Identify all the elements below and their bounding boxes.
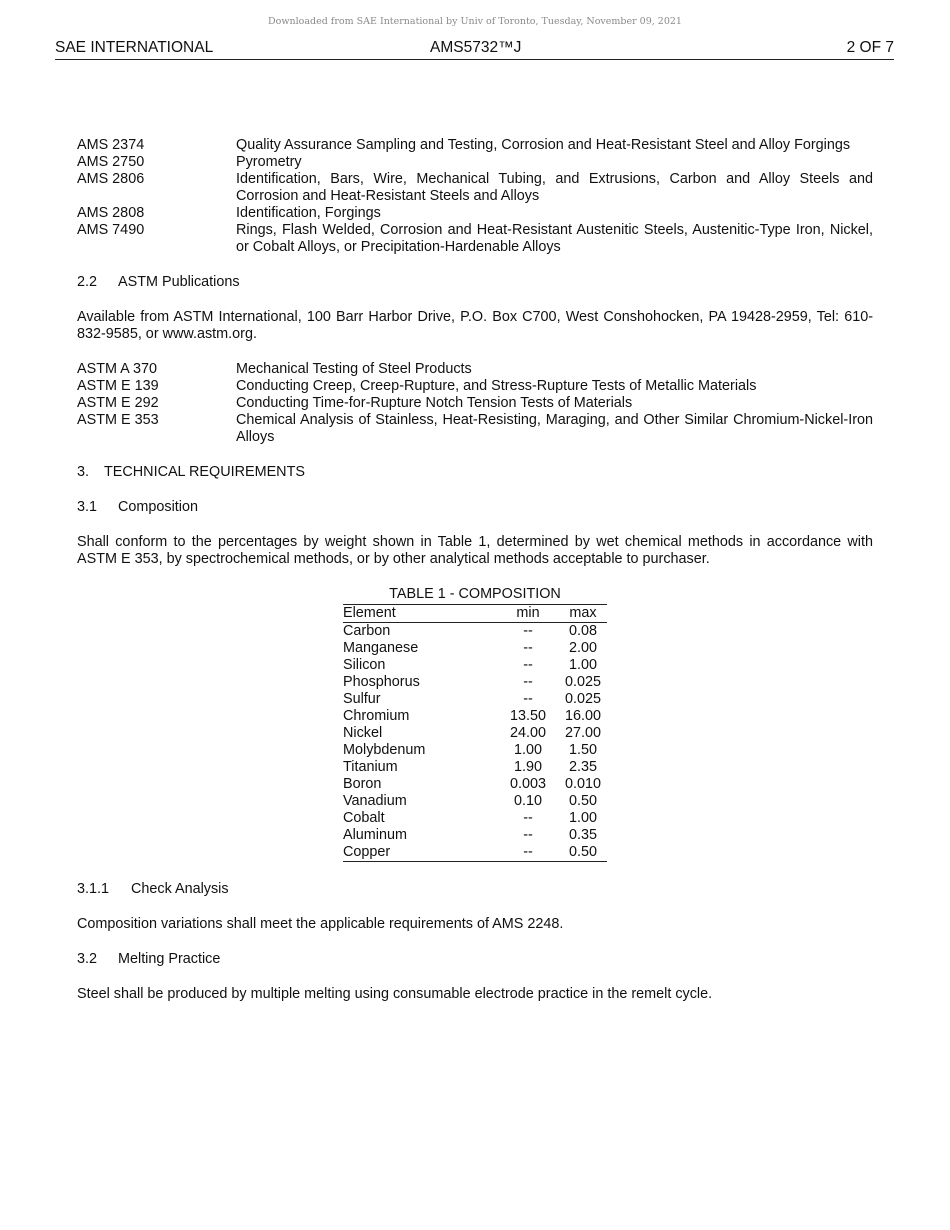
composition-table-block (343, 584, 607, 862)
max-cell: 1.50 (568, 742, 597, 758)
element-cell: Phosphorus (343, 674, 420, 690)
min-cell: -- (523, 640, 533, 656)
max-cell: 0.025 (564, 674, 601, 690)
min-cell: -- (523, 810, 533, 826)
element-cell: Boron (343, 776, 382, 792)
download-watermark: Downloaded from SAE International by Univ of Toronto, Tuesday, November 09, 2021 (268, 16, 682, 27)
max-cell: 0.50 (559, 844, 607, 862)
reference-code: ASTM A 370 (77, 361, 157, 377)
reference-code: AMS 2750 (77, 154, 145, 170)
reference-item (77, 154, 873, 171)
reference-code: AMS 2374 (77, 137, 145, 153)
max-cell: 0.35 (568, 827, 597, 843)
reference-title: Identification, Forgings (236, 205, 381, 221)
table-row (343, 623, 607, 641)
table-header-row (343, 605, 607, 623)
element-cell: Manganese (343, 640, 419, 656)
melting-practice-paragraph: Steel shall be produced by multiple melting using consumable electrode practice in the remelt cycle. (77, 986, 713, 1002)
min-cell: -- (523, 827, 533, 843)
reference-title: Chemical Analysis of Stainless, Heat-Resisting, Maraging, and Other Similar Chromium-Nickel-Iron Alloys (236, 412, 873, 445)
max-cell: 27.00 (564, 725, 601, 741)
max-cell: 2.35 (568, 759, 597, 775)
element-cell: Carbon (343, 623, 391, 639)
composition-table (343, 604, 607, 862)
max-cell: 0.50 (568, 793, 597, 809)
element-cell: Aluminum (343, 827, 407, 843)
reference-title: Identification, Bars, Wire, Mechanical Tubing, and Extrusions, Carbon and Alloy Steels and Corrosion and Heat-Resistant Steels and Alloys (236, 171, 873, 204)
section-number: 3.1.1 (77, 881, 110, 897)
document-number: AMS5732™J (430, 39, 522, 56)
min-cell: 24.00 (509, 725, 546, 741)
max-cell: 16.00 (564, 708, 601, 724)
reference-item (77, 137, 873, 154)
reference-item (77, 222, 873, 256)
page-header (55, 38, 894, 60)
composition-paragraph: Shall conform to the percentages by weight shown in Table 1, determined by wet chemical methods in accordance with ASTM E 353, by spectrochemical methods, or by other analytical methods acceptable to purchaser. (77, 534, 873, 567)
reference-title: Conducting Time-for-Rupture Notch Tension Tests of Materials (236, 395, 633, 411)
min-cell: 1.00 (513, 742, 542, 758)
table-row (343, 657, 607, 674)
table-caption: TABLE 1 - COMPOSITION (389, 586, 561, 602)
max-cell: 0.08 (568, 623, 597, 639)
ams-reference-list (77, 137, 873, 256)
section-number: 3.2 (77, 951, 98, 967)
max-cell: 2.00 (568, 640, 597, 656)
section-number: 3. (77, 464, 90, 480)
publisher-name: SAE INTERNATIONAL (55, 39, 214, 56)
reference-title: Conducting Creep, Creep-Rupture, and Stress-Rupture Tests of Metallic Materials (236, 378, 757, 394)
table-row (343, 827, 607, 844)
max-cell: 1.00 (568, 810, 597, 826)
section-heading-3-1 (77, 499, 873, 516)
section-number: 2.2 (77, 274, 98, 290)
table-row (343, 844, 607, 862)
section-heading-3 (77, 464, 873, 481)
min-cell: 13.50 (509, 708, 546, 724)
reference-item (77, 205, 873, 222)
table-row (343, 759, 607, 776)
min-cell: -- (523, 657, 533, 673)
min-cell: -- (523, 674, 533, 690)
reference-code: ASTM E 353 (77, 412, 159, 428)
table-row (343, 725, 607, 742)
min-cell: -- (523, 691, 533, 707)
astm-reference-list (77, 361, 873, 446)
reference-code: ASTM E 139 (77, 378, 159, 394)
max-cell: 0.025 (564, 691, 601, 707)
element-cell: Silicon (343, 657, 386, 673)
min-cell: -- (523, 623, 533, 639)
page-number: 2 OF 7 (846, 39, 894, 56)
section-title: Check Analysis (131, 881, 229, 897)
section-title: Composition (118, 499, 198, 515)
column-header-max: max (559, 605, 607, 623)
reference-item (77, 171, 873, 205)
element-cell: Sulfur (343, 691, 381, 707)
max-cell: 1.00 (568, 657, 597, 673)
reference-item (77, 378, 873, 395)
section-title: Melting Practice (118, 951, 221, 967)
section-heading-3-1-1 (77, 881, 873, 898)
element-cell: Molybdenum (343, 742, 426, 758)
reference-title: Quality Assurance Sampling and Testing, Corrosion and Heat-Resistant Steel and Alloy Forgings (236, 137, 851, 153)
table-row (343, 708, 607, 725)
reference-code: AMS 2808 (77, 205, 145, 221)
element-cell: Chromium (343, 708, 410, 724)
min-cell: 0.003 (509, 776, 546, 792)
section-heading-3-2 (77, 951, 873, 968)
reference-item (77, 412, 873, 446)
section-title: TECHNICAL REQUIREMENTS (104, 464, 305, 480)
reference-title: Mechanical Testing of Steel Products (236, 361, 472, 377)
element-cell: Cobalt (343, 810, 385, 826)
element-cell: Vanadium (343, 793, 407, 809)
min-cell: 0.10 (513, 793, 542, 809)
element-cell: Copper (343, 844, 497, 862)
column-header-min: min (497, 605, 559, 623)
section-title: ASTM Publications (118, 274, 240, 290)
reference-title: Rings, Flash Welded, Corrosion and Heat-Resistant Austenitic Steels, Austenitic-Type Iron, Nickel, or Cobalt Alloys, or Precipitation-Hardenable Alloys (236, 222, 873, 255)
check-analysis-paragraph: Composition variations shall meet the applicable requirements of AMS 2248. (77, 916, 564, 932)
reference-code: AMS 2806 (77, 171, 145, 187)
column-header-element: Element (343, 605, 497, 623)
table-row (343, 674, 607, 691)
reference-code: AMS 7490 (77, 222, 145, 238)
table-row (343, 640, 607, 657)
table-row (343, 793, 607, 810)
section-number: 3.1 (77, 499, 98, 515)
table-row (343, 691, 607, 708)
reference-item (77, 395, 873, 412)
table-row (343, 742, 607, 759)
reference-item (77, 361, 873, 378)
element-cell: Nickel (343, 725, 383, 741)
element-cell: Titanium (343, 759, 398, 775)
table-row (343, 810, 607, 827)
min-cell: 1.90 (513, 759, 542, 775)
max-cell: 0.010 (564, 776, 601, 792)
min-cell: -- (497, 844, 559, 862)
section-heading-2-2 (77, 274, 873, 291)
reference-code: ASTM E 292 (77, 395, 159, 411)
reference-title: Pyrometry (236, 154, 302, 170)
table-row (343, 776, 607, 793)
page-content (77, 137, 873, 1003)
astm-availability-paragraph: Available from ASTM International, 100 Barr Harbor Drive, P.O. Box C700, West Conshohocken, PA 19428-2959, Tel: 610-832-9585, or www.astm.org. (77, 309, 873, 342)
